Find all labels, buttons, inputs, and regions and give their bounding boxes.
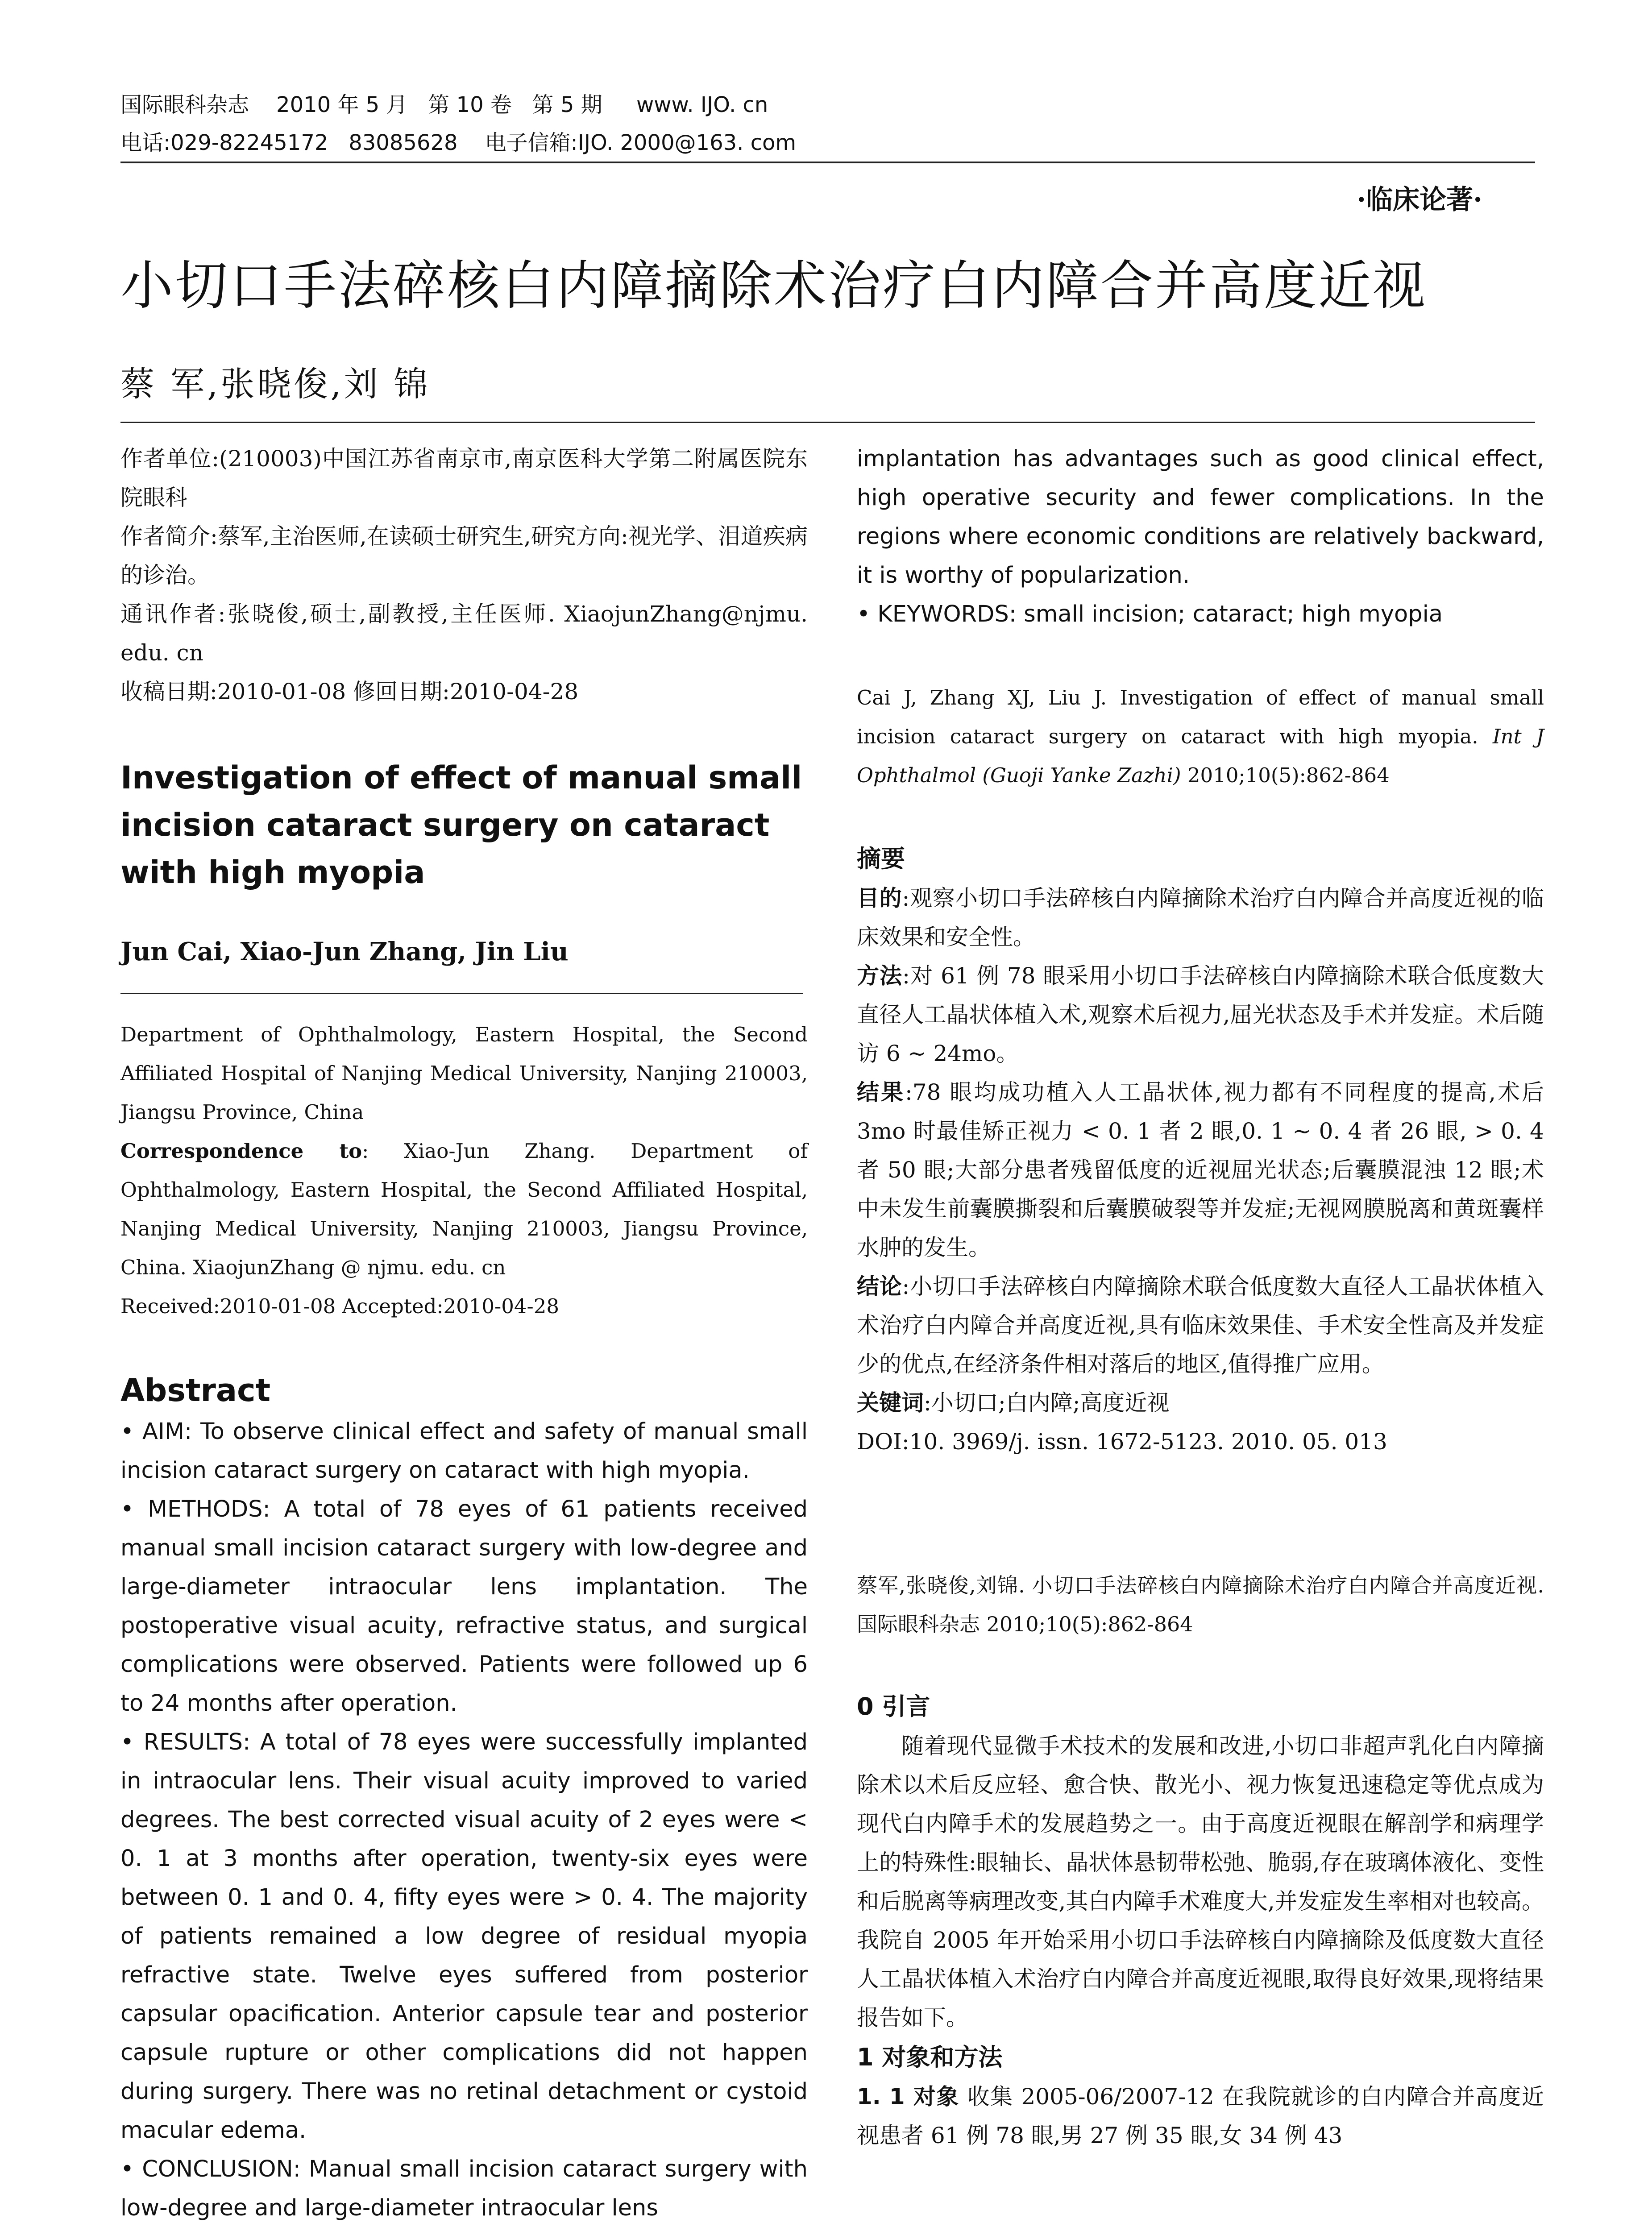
conclusion-cn-text: :小切口手法碎核白内障摘除术联合低度数大直径人工晶状体植入术治疗白内障合并高度近视,具有临床效果佳、手术安全性高及并发症少的优点,在经济条件相对落后的地区,值得推广应用。 (857, 1273, 1544, 1377)
department-en: Department of Ophthalmology, Eastern Hospital, the Second Affiliated Hospital of Nanjing Medical University, Nanjing 210003, Jiangsu Province, China (120, 1023, 808, 1124)
citation-en-block (857, 678, 1544, 795)
article-title-cn: 小切口手法碎核白内障摘除术治疗白内障合并高度近视 (120, 255, 1428, 316)
correspondence-en (120, 1132, 808, 1287)
keywords-cn-label: 关键词 (857, 1390, 924, 1416)
subjects-paragraph (857, 2078, 1544, 2155)
english-title-block (120, 754, 808, 896)
abstract-en-block (120, 1372, 808, 2227)
affiliation-block-cn (120, 440, 808, 711)
intro-text: 随着现代显微手术技术的发展和改进,小切口非超声乳化白内障摘除术以术后反应轻、愈合快、散光小、视力恢复迅速稳定等优点成为现代白内障手术的发展趋势之一。由于高度近视眼在解剖学和病理学上的特殊性:眼轴长、晶状体悬韧带松弛、脆弱,存在玻璃体液化、变性和后脱离等病理改变,其白内障手术难度大,并发症发生率相对也较高。我院自 2005 年开始采用小切口手法碎核白内障摘除及低度数大直径人工晶状体植入术治疗白内障合并高度近视眼,取得良好效果,现将结果报告如下。 (857, 1733, 1544, 2031)
keywords-cn (857, 1384, 1544, 1422)
citation-en-text: Cai J, Zhang XJ, Liu J. Investigation of effect of manual small incision cataract surgery on cataract with high myopia. (857, 686, 1544, 748)
aim-cn-text: :观察小切口手法碎核白内障摘除术治疗白内障合并高度近视的临床效果和安全性。 (857, 885, 1544, 950)
abstract-cn-heading: 摘要 (857, 845, 905, 873)
subjects-label: 1. 1 对象 (857, 2084, 960, 2110)
results-cn (857, 1073, 1544, 1267)
subjects-text: 收集 2005-06/2007-12 在我院就诊的白内障合并高度近视患者 61 例 78 眼,男 27 例 35 眼,女 34 例 43 (857, 2084, 1544, 2148)
header-rule (120, 162, 1535, 163)
title-rule (120, 422, 1535, 423)
citation-en-tail: 2010;10(5):862-864 (1181, 763, 1390, 787)
abstract-conclusion-start: • CONCLUSION: Manual small incision cataract surgery with low-degree and large-diameter intraocular lens (120, 2156, 808, 2221)
introduction-block (857, 1687, 1544, 2155)
affiliation-cn: 作者单位:(210003)中国江苏省南京市,南京医科大学第二附属医院东院眼科 (120, 446, 808, 510)
conclusion-cn-label: 结论 (857, 1273, 902, 1299)
aim-cn-label: 目的 (857, 885, 902, 911)
methods-cn-label: 方法 (857, 963, 903, 989)
results-cn-text: :78 眼均成功植入人工晶状体,视力都有不同程度的提高,术后 3mo 时最佳矫正视力 < 0. 1 者 2 眼,0. 1 ~ 0. 4 者 26 眼, > 0. 4 者 50 眼;大部分患者残留低度的近视屈光状态;后囊膜混浊 12 眼;术中未发生前囊膜撕裂和后囊膜破裂等并发症;无视网膜脱离和黄斑囊样水肿的发生。 (857, 1079, 1544, 1261)
abstract-cn-block (857, 839, 1544, 1461)
doi: DOI:10. 3969/j. issn. 1672-5123. 2010. 05. 013 (857, 1429, 1387, 1455)
article-title-en: Investigation of effect of manual small incision cataract surgery on cataract with high myopia (120, 759, 802, 891)
journal-header-line2: 电话:029-82245172 83085628 电子信箱:IJO. 2000@163. com (120, 130, 797, 155)
abstract-aim: • AIM: To observe clinical effect and safety of manual small incision cataract surgery on cataract with high myopia. (120, 1418, 808, 1484)
intro-heading: 0 引言 (857, 1692, 930, 1721)
methods-heading: 1 对象和方法 (857, 2043, 1003, 2071)
results-cn-label: 结果 (857, 1079, 905, 1105)
correspondence-label: Correspondence to (120, 1139, 362, 1163)
methods-cn (857, 957, 1544, 1073)
section-tag: ·临床论著· (1357, 184, 1482, 216)
correspondence-text: : Xiao-Jun Zhang. Department of Ophthalmology, Eastern Hospital, the Second Affiliated Hospital, Nanjing Medical University, Nanjing 210003, Jiangsu Province, China. XiaojunZhang @ njmu. edu. cn (120, 1139, 808, 1279)
abstract-results: • RESULTS: A total of 78 eyes were successfully implanted in intraocular lens. Their visual acuity improved to varied degrees. The best corrected visual acuity of 2 eyes were < 0. 1 at 3 months after operation, twenty-six eyes were between 0. 1 and 0. 4, fifty eyes were > 0. 4. The majority of patients remained a low degree of residual myopia refractive state. Twelve eyes suffered from posterior capsular opacification. Anterior capsule tear and posterior capsule rupture or other complications did not happen during surgery. There was no retinal detachment or cystoid macular edema. (120, 1729, 808, 2144)
citation-en-journal: Int J Ophthalmol (Guoji Yanke Zazhi) (857, 725, 1544, 787)
abstract-heading: Abstract (120, 1372, 271, 1409)
received-accepted-en: Received:2010-01-08 Accepted:2010-04-28 (120, 1294, 559, 1318)
methods-cn-text: :对 61 例 78 眼采用小切口手法碎核白内障摘除术联合低度数大直径人工晶状体植入术,观察术后视力,屈光状态及手术并发症。术后随访 6 ~ 24mo。 (857, 963, 1544, 1066)
keywords-en: • KEYWORDS: small incision; cataract; high myopia (857, 601, 1443, 627)
english-affiliation-block (120, 1015, 808, 1326)
english-authors-block (120, 937, 808, 966)
citation-cn-block (857, 1566, 1544, 1644)
author-bio-cn: 作者简介:蔡军,主治医师,在读硕士研究生,研究方向:视光学、泪道疾病的诊治。 (120, 523, 808, 588)
authors-cn: 蔡 军,张晓俊,刘 锦 (120, 364, 431, 404)
abstract-en-continued (857, 440, 1544, 634)
abstract-methods: • METHODS: A total of 78 eyes of 61 patients received manual small incision cataract surgery with low-degree and large-diameter intraocular lens implantation. The postoperative visual acuity, refractive status, and surgical complications were observed. Patients were followed up 6 to 24 months after operation. (120, 1496, 808, 1717)
citation-en (857, 678, 1544, 795)
aim-cn (857, 879, 1544, 957)
authors-en: Jun Cai, Xiao-Jun Zhang, Jin Liu (120, 937, 569, 966)
authors-rule (120, 993, 803, 994)
keywords-cn-text: :小切口;白内障;高度近视 (924, 1390, 1170, 1416)
citation-cn: 蔡军,张晓俊,刘锦. 小切口手法碎核白内障摘除术治疗白内障合并高度近视. 国际眼科杂志 2010;10(5):862-864 (857, 1573, 1544, 1636)
conclusion-cn (857, 1267, 1544, 1384)
journal-header-line1: 国际眼科杂志 2010 年 5 月 第 10 卷 第 5 期 www. IJO. cn (120, 92, 768, 117)
corresponding-author-cn: 通讯作者:张晓俊,硕士,副教授,主任医师. XiaojunZhang@njmu. edu. cn (120, 601, 808, 666)
dates-cn: 收稿日期:2010-01-08 修回日期:2010-04-28 (120, 679, 579, 705)
abstract-conclusion-end: implantation has advantages such as good clinical effect, high operative security and fewer complications. In the regions where economic conditions are relatively backward, it is worthy of popularization. (857, 446, 1544, 589)
